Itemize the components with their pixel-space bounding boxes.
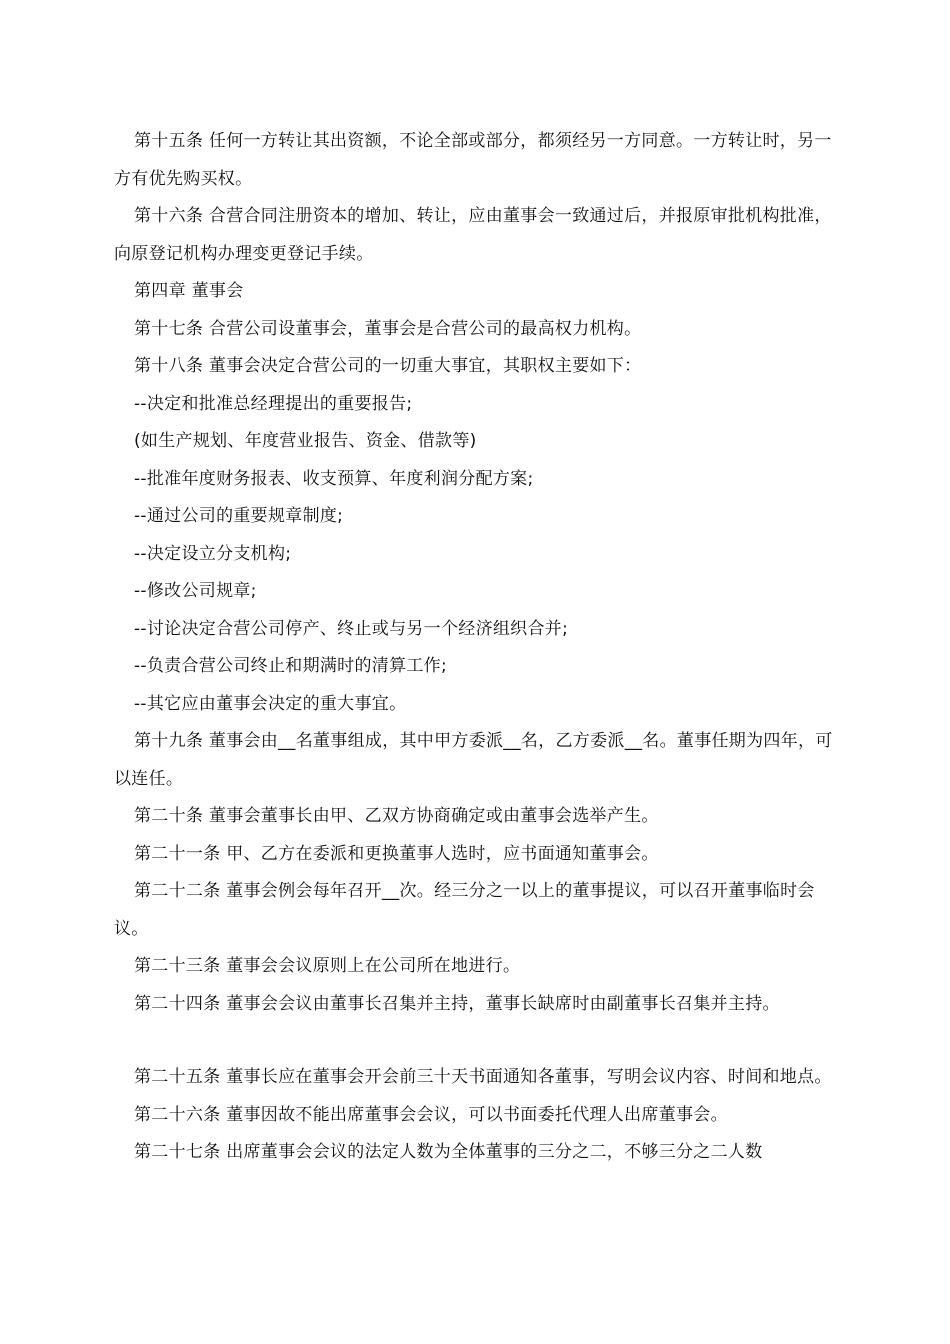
article-26: 第二十六条 董事因故不能出席董事会会议，可以书面委托代理人出席董事会。 [134,1104,728,1125]
article-16: 第十六条 合营合同注册资本的增加、转让，应由董事会一致通过后，并报原审批机构批准，向原登记机构办理变更登记手续。 [114,206,832,264]
article-18-item: --决定设立分支机构; [134,543,292,564]
article-18-item: --批准年度财务报表、收支预算、年度利润分配方案; [134,468,534,489]
article-25: 第二十五条 董事长应在董事会开会前三十天书面通知各董事，写明会议内容、时间和地点。 [134,1067,832,1087]
article-18-item: --修改公司规章; [134,581,257,601]
article-15: 第十五条 任何一方转让其出资额，不论全部或部分，都须经另一方同意。一方转让时，另一方有优先购买权。 [114,131,832,189]
article-18-item: --其它应由董事会决定的重大事宜。 [134,693,407,714]
article-23: 第二十三条 董事会会议原则上在公司所在地进行。 [134,956,521,976]
article-18: 第十八条 董事会决定合营公司的一切重大事宜，其职权主要如下： [134,356,642,376]
article-20: 第二十条 董事会董事长由甲、乙双方协商确定或由董事会选举产生。 [134,806,659,826]
article-22: 第二十二条 董事会例会每年召开__次。经三分之一以上的董事提议，可以召开董事临时会议。 [114,881,815,939]
article-18-item: --讨论决定合营公司停产、终止或与另一个经济组织合并; [134,618,569,639]
article-18-item: --通过公司的重要规章制度; [134,506,344,526]
chapter-4-heading: 第四章 董事会 [134,281,244,301]
article-19: 第十九条 董事会由__名董事组成，其中甲方委派__名，乙方委派__名。董事任期为四年，可以连任。 [114,731,833,789]
article-18-item: --负责合营公司终止和期满时的清算工作; [134,656,447,676]
document-body [114,123,834,1172]
article-21: 第二十一条 甲、乙方在委派和更换董事人选时，应书面通知董事会。 [134,843,659,864]
article-24: 第二十四条 董事会会议由董事长召集并主持，董事长缺席时由副董事长召集并主持。 [134,993,780,1014]
article-18-item: --决定和批准总经理提出的重要报告; [134,393,413,414]
article-27: 第二十七条 出席董事会会议的法定人数为全体董事的三分之二，不够三分之二人数 [134,1142,763,1162]
article-17: 第十七条 合营公司设董事会，董事会是合营公司的最高权力机构。 [134,318,642,339]
article-18-note: (如生产规划、年度营业报告、资金、借款等) [134,431,477,451]
